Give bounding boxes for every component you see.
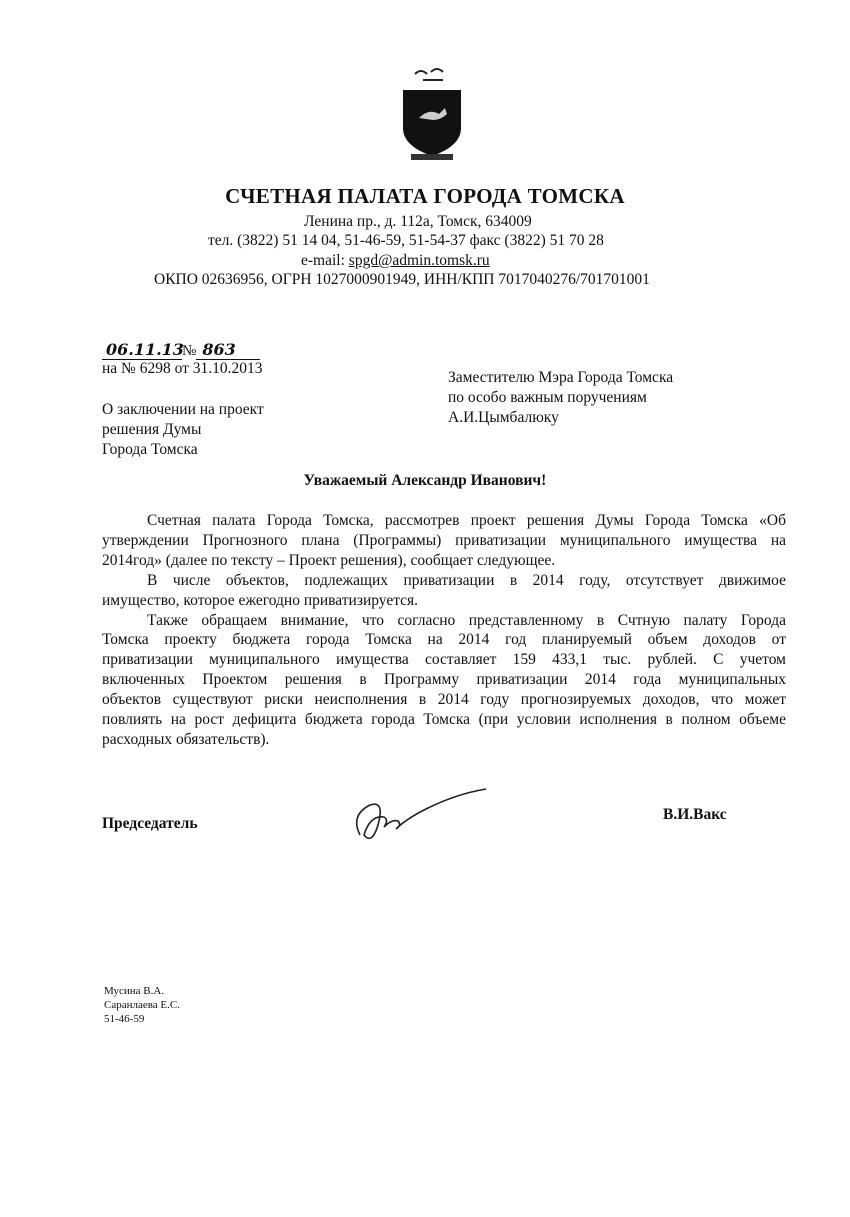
outgoing-ref: [102, 340, 260, 360]
addressee-line: Заместителю Мэра Города Томска: [448, 369, 674, 386]
body-line: включенных Проектом решения в Программу приватизации 2014 года муниципальных: [102, 671, 786, 689]
body-line: имущество, которое ежегодно приватизируется.: [102, 591, 419, 609]
address: Ленина пр., д. 112а, Томск, 634009: [304, 213, 532, 230]
handwritten-number: 863: [196, 340, 260, 360]
reply-to: на № 6298 от 31.10.2013: [102, 360, 263, 377]
number-label: №: [182, 343, 197, 359]
email-link[interactable]: spgd@admin.tomsk.ru: [348, 252, 490, 269]
body-line: Счетная палата Города Томска, рассмотрев проект решения Думы Города Томска «Об: [147, 512, 786, 529]
subject-line: О заключении на проект: [102, 401, 264, 418]
body-line: повлиять на рост дефицита бюджета города Томска (при условии исполнения в полном объеме: [102, 711, 786, 728]
executor-name: Мусина В.А.: [104, 985, 165, 997]
signature-image: [340, 775, 500, 860]
signatory-position: Председатель: [102, 815, 198, 832]
salutation: Уважаемый Александр Иванович!: [303, 472, 547, 489]
email-label: e-mail:: [301, 252, 349, 269]
signatory-name: В.И.Вакс: [663, 806, 727, 823]
body-line: Томска проекту бюджета города Томска на 2014 год планируемый объем доходов от: [102, 631, 786, 649]
body-line: приватизации муниципального имущества составляет 159 433,1 тыс. рублей. С учетом: [102, 651, 786, 669]
email-line: [301, 252, 490, 270]
body-line: Также обращаем внимание, что согласно представленному в Счтную палату Города: [147, 611, 786, 629]
body-line: В числе объектов, подлежащих приватизации в 2014 году, отсутствует движимое: [147, 571, 786, 589]
executor-phone: 51-46-59: [104, 1013, 145, 1025]
executor-name: Саранлаева Е.С.: [104, 999, 180, 1011]
registration-codes: ОКПО 02636956, ОГРН 1027000901949, ИНН/КПП 7017040276/701701001: [154, 271, 650, 288]
handwritten-date: 06.11.13: [102, 340, 182, 360]
body-line: утверждении Прогнозного плана (Программы) приватизации муниципального имущества на: [102, 531, 786, 549]
footer-contacts: [104, 984, 180, 1026]
addressee-line: А.И.Цымбалюку: [448, 409, 559, 426]
phones: тел. (3822) 51 14 04, 51-46-59, 51-54-37 факс (3822) 51 70 28: [208, 232, 604, 249]
body-line: объектов существуют риски неисполнения в 2014 году прогнозируемых доходов, что может: [102, 691, 786, 709]
addressee: [448, 368, 673, 428]
addressee-line: по особо важным поручениям: [448, 389, 647, 406]
subject-line: решения Думы: [102, 421, 202, 438]
body-line: расходных обязательств).: [102, 730, 270, 748]
organization-name: СЧЕТНАЯ ПАЛАТА ГОРОДА ТОМСКА: [225, 184, 625, 208]
subject: [102, 400, 264, 460]
coat-of-arms-logo: [397, 66, 467, 166]
subject-line: Города Томска: [102, 441, 198, 458]
body-line: 2014год» (далее по тексту – Проект решения), сообщает следующее.: [102, 551, 556, 569]
